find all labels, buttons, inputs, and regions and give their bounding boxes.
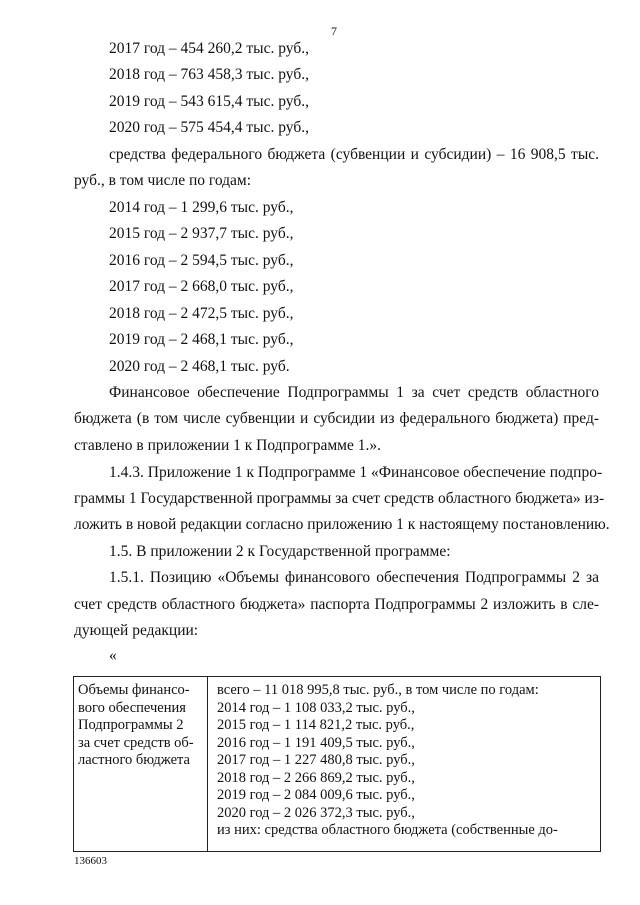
page-number: 7 [331, 24, 337, 38]
table-right-line: 2019 год – 2 084 009,6 тыс. руб., [217, 787, 415, 803]
table-right-cell [217, 682, 597, 840]
year-line: 2017 год – 454 260,2 тыс. руб., [109, 40, 309, 57]
table-right-line: 2018 год – 2 266 869,2 тыс. руб., [217, 769, 415, 786]
opening-quote: « [109, 647, 117, 664]
federal-funds-line: руб., в том числе по годам: [74, 172, 252, 189]
paragraph-line: Финансовое обеспечение Подпрограммы 1 за счет средств областного [109, 384, 599, 401]
table-left-line: вого обеспечения [78, 699, 186, 716]
document-code: 136603 [74, 855, 107, 867]
year-line: 2019 год – 543 615,4 тыс. руб., [109, 93, 309, 110]
table-right-line: 2017 год – 1 227 480,8 тыс. руб., [217, 752, 415, 768]
table-right-line: из них: средства областного бюджета (собственные до- [217, 822, 558, 838]
year-line: 2020 год – 2 468,1 тыс. руб. [109, 358, 290, 375]
paragraph-line: дующей редакции: [74, 622, 199, 639]
paragraph-line: ставлено в приложении 1 к Подпрограмме 1.». [74, 437, 381, 454]
year-line: 2017 год – 2 668,0 тыс. руб., [109, 278, 294, 295]
year-line: 2016 год – 2 594,5 тыс. руб., [109, 252, 294, 269]
paragraph-line: ложить в новой редакции согласно приложению 1 к настоящему постановлению. [74, 516, 610, 533]
paragraph-line: 1.5. В приложении 2 к Государственной программе: [109, 543, 451, 560]
paragraph-line: 1.5.1. Позицию «Объемы финансового обеспечения Подпрограммы 2 за [109, 569, 599, 586]
table-left-line: Подпрограммы 2 [78, 717, 184, 733]
table-left-line: Объемы финансо- [78, 682, 190, 698]
year-line: 2019 год – 2 468,1 тыс. руб., [109, 331, 294, 348]
year-line: 2015 год – 2 937,7 тыс. руб., [109, 225, 294, 242]
paragraph-line: бюджета (в том числе субвенции и субсидии из федерального бюджета) пред- [74, 410, 599, 427]
table-right-line: 2020 год – 2 026 372,3 тыс. руб., [217, 804, 415, 821]
table-left-cell [78, 682, 204, 770]
table-right-line: 2015 год – 1 114 821,2 тыс. руб., [217, 717, 415, 733]
year-line: 2020 год – 575 454,4 тыс. руб., [109, 119, 309, 136]
table-left-line: за счет средств об- [78, 734, 194, 751]
paragraph-line: счет средств областного бюджета» паспорта Подпрограммы 2 изложить в сле- [74, 596, 599, 613]
year-line: 2018 год – 2 472,5 тыс. руб., [109, 305, 294, 322]
table-divider [207, 677, 208, 851]
paragraph-line: граммы 1 Государственной программы за счет средств областного бюджета» из- [74, 490, 605, 507]
federal-funds-line: средства федерального бюджета (субвенции и субсидии) – 16 908,5 тыс. [109, 146, 599, 163]
paragraph-line: 1.4.3. Приложение 1 к Подпрограмме 1 «Финансовое обеспечение подпро- [109, 464, 603, 481]
year-line: 2018 год – 763 458,3 тыс. руб., [109, 66, 309, 83]
year-line: 2014 год – 1 299,6 тыс. руб., [109, 199, 294, 216]
table-right-line: всего – 11 018 995,8 тыс. руб., в том числе по годам: [217, 682, 539, 698]
table-left-line: ластного бюджета [78, 752, 190, 768]
table-right-line: 2016 год – 1 191 409,5 тыс. руб., [217, 734, 415, 751]
passport-table [73, 676, 601, 852]
table-right-line: 2014 год – 1 108 033,2 тыс. руб., [217, 699, 415, 716]
